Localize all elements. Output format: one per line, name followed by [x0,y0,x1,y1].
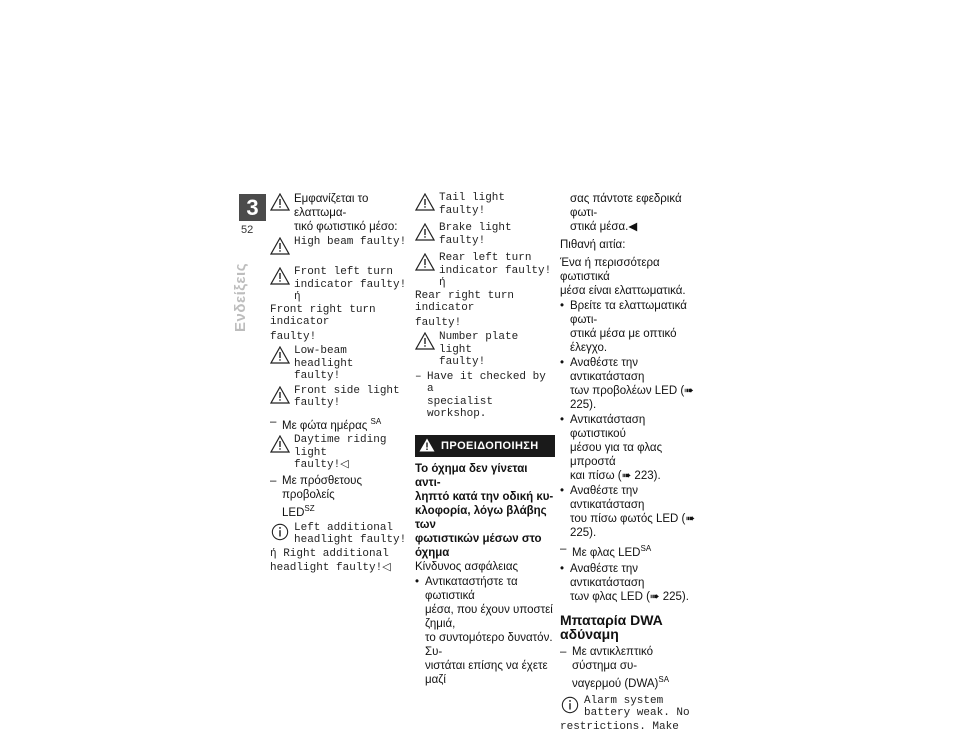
low-beam-line-2: faulty! [294,370,341,382]
check-instruction [415,371,555,421]
bullet-led-line-1: • Αναθέστε την αντικατάσταση [570,562,645,589]
sa-superscript: SA [658,674,670,684]
additional-led-line-2: LED [282,506,305,519]
warning-triangle-icon [415,253,435,271]
section-title: Ενδείξεις [232,263,249,332]
rear-left-line-1: Rear left turn [439,252,532,264]
number-plate-line-1: Number plate light [439,331,519,356]
danger-text: Κίνδυνος ασφάλειας [415,560,519,573]
chapter-number: 3 [239,194,266,221]
msg-front-left [270,266,412,304]
additional-led-line-1: – Με πρόσθετους προβολείς [282,474,363,501]
replace-line-4: νιστάται επίσης να έχετε μαζί [425,659,548,686]
bullet-indicator-line-1: • Αντικατάσταση φωτιστικού [570,414,646,440]
bullet-indicator-line-2: μέσου για τα φλας μπροστά [570,442,663,468]
dwa-line-2: ναγερμού (DWA) [572,677,659,690]
bullet-headlights-line-2: των προβολέων LED (➠ 225). [570,385,694,411]
warning-triangle-icon [415,332,435,350]
rear-right-line-2: faulty! [415,316,462,329]
alarm-line-1: Alarm system [584,694,664,707]
front-left-line-1: Front left turn [294,266,394,278]
front-left-line-2: indicator faulty! ή [294,278,407,303]
msg-rear-left [415,252,555,290]
intro-line-1: Εμφανίζεται το ελαττωμα- [294,193,369,219]
high-beam-text: High beam faulty! [294,236,407,248]
continued-line-2: στικά μέσα.◀ [570,221,638,233]
bullet-indicator-line-3: και πίσω (➠ 223). [570,470,661,482]
msg-left-additional [270,522,412,548]
msg-daytime [270,434,412,472]
warning-triangle-icon [270,237,290,255]
brake-text: Brake light faulty! [439,222,512,247]
left-additional-line-1: Left additional [294,521,394,534]
right-additional-line-1: ή Right additional [270,547,389,560]
sz-superscript: SZ [304,503,315,513]
led-indicator-condition [560,542,700,560]
warning-triangle-icon [270,386,290,404]
column-1 [270,192,412,577]
bullet-led-indicators [560,562,700,604]
warning-triangle-icon [415,223,435,241]
intro-row [270,192,412,234]
msg-tail [415,192,555,220]
page-number: 52 [241,224,254,236]
warning-triangle-icon [415,193,435,211]
rear-right-line-1: Rear right turn indicator [415,289,515,314]
front-side-line-1: Front side light [294,384,400,397]
warning-banner [415,435,555,457]
warning-bold-2: ληπτό κατά την οδική κυ- [415,490,554,503]
bullet-find [560,299,700,355]
alarm-line-2: battery weak. No [584,707,690,720]
column-3 [560,192,700,735]
warning-bold-3: κλοφορία, λόγω βλάβης των [415,504,547,531]
msg-low-beam [270,345,412,383]
bullet-rear-line-1: • Αναθέστε την αντικατάσταση [570,485,645,511]
right-additional-line-2: headlight faulty!◁ [270,562,391,575]
intro-line-2: τικό φωτιστικό μέσο: [294,221,398,233]
dwa-condition [560,645,700,691]
warning-bold-1: Το όχημα δεν γίνεται αντι- [415,462,528,489]
replace-bullet [415,575,555,687]
bullet-indicator-bulb [560,413,700,483]
check-line-1: – Have it checked by a [427,370,546,395]
left-additional-line-2: headlight faulty! [294,534,407,547]
warning-filled-icon [419,438,435,452]
msg-high-beam [270,236,412,264]
replace-line-3: το συντομότερο δυνατόν. Συ- [425,631,553,658]
warning-triangle-icon [270,267,290,285]
msg-front-side [270,385,412,413]
dwa-heading: Μπαταρία DWA αδύναμη [560,611,663,642]
bullet-find-line-1: • Βρείτε τα ελαττωματικά φωτι- [570,300,687,326]
daytime-condition-text: Με φώτα ημέρας [282,419,368,432]
msg-brake [415,222,555,250]
alarm-line-3: restrictions. Make [560,720,679,733]
info-icon [560,696,580,714]
warning-label: ΠΡΟΕΙΔΟΠΟΙΗΣΗ [441,439,539,452]
number-plate-line-2: faulty! [439,356,486,368]
cause-line-2: μέσα είναι ελαττωματικά. [560,285,686,297]
bullet-rear-line-2: του πίσω φωτός LED (➠ 225). [570,513,696,539]
column-2 [415,192,555,688]
additional-led-condition [270,474,412,520]
info-icon [270,523,290,541]
msg-number-plate [415,331,555,369]
rear-left-line-2: indicator faulty! ή [439,264,552,289]
dwa-line-1: – Με αντικλεπτικό σύστημα συ- [572,645,654,672]
bullet-rear-light [560,484,700,540]
front-side-line-2: faulty! [294,397,341,409]
daytime-line-2: faulty!◁ [294,459,349,472]
bullet-headlights [560,356,700,412]
sa-superscript: SA [640,544,652,553]
low-beam-line-1: Low-beam headlight [294,345,354,370]
front-right-line-2: faulty! [270,330,317,343]
daytime-condition [270,415,412,433]
continued-text [560,192,700,234]
warning-triangle-icon [270,435,290,453]
check-line-2: specialist workshop. [427,395,494,420]
warning-triangle-icon [270,346,290,364]
cause-line-1: Ένα ή περισσότερα φωτιστικά [560,257,660,283]
bullet-led-line-2: των φλας LED (➠ 225). [570,590,689,603]
msg-alarm [560,695,700,721]
cause-label: Πιθανή αιτία: [560,239,626,251]
daytime-line-1: Daytime riding light [294,434,387,459]
continued-line-1: σας πάντοτε εφεδρικά φωτι- [570,193,682,219]
tail-text: Tail light faulty! [439,192,506,217]
front-right-line-1: Front right turn indicator [270,303,376,328]
warning-bold-4: φωτιστικών μέσων στο όχημα [415,532,542,559]
led-indicator-text: Με φλας LED [572,546,641,559]
replace-line-1: • Αντικαταστήστε τα φωτιστικά [425,575,518,602]
chapter-marker [239,194,266,236]
sa-superscript: SA [370,416,382,426]
warning-triangle-icon [270,193,290,211]
bullet-find-line-2: στικά μέσα με οπτικό έλεγχο. [570,328,677,354]
replace-line-2: μέσα, που έχουν υποστεί ζημιά, [425,603,553,630]
bullet-headlights-line-1: • Αναθέστε την αντικατάσταση [570,357,645,383]
